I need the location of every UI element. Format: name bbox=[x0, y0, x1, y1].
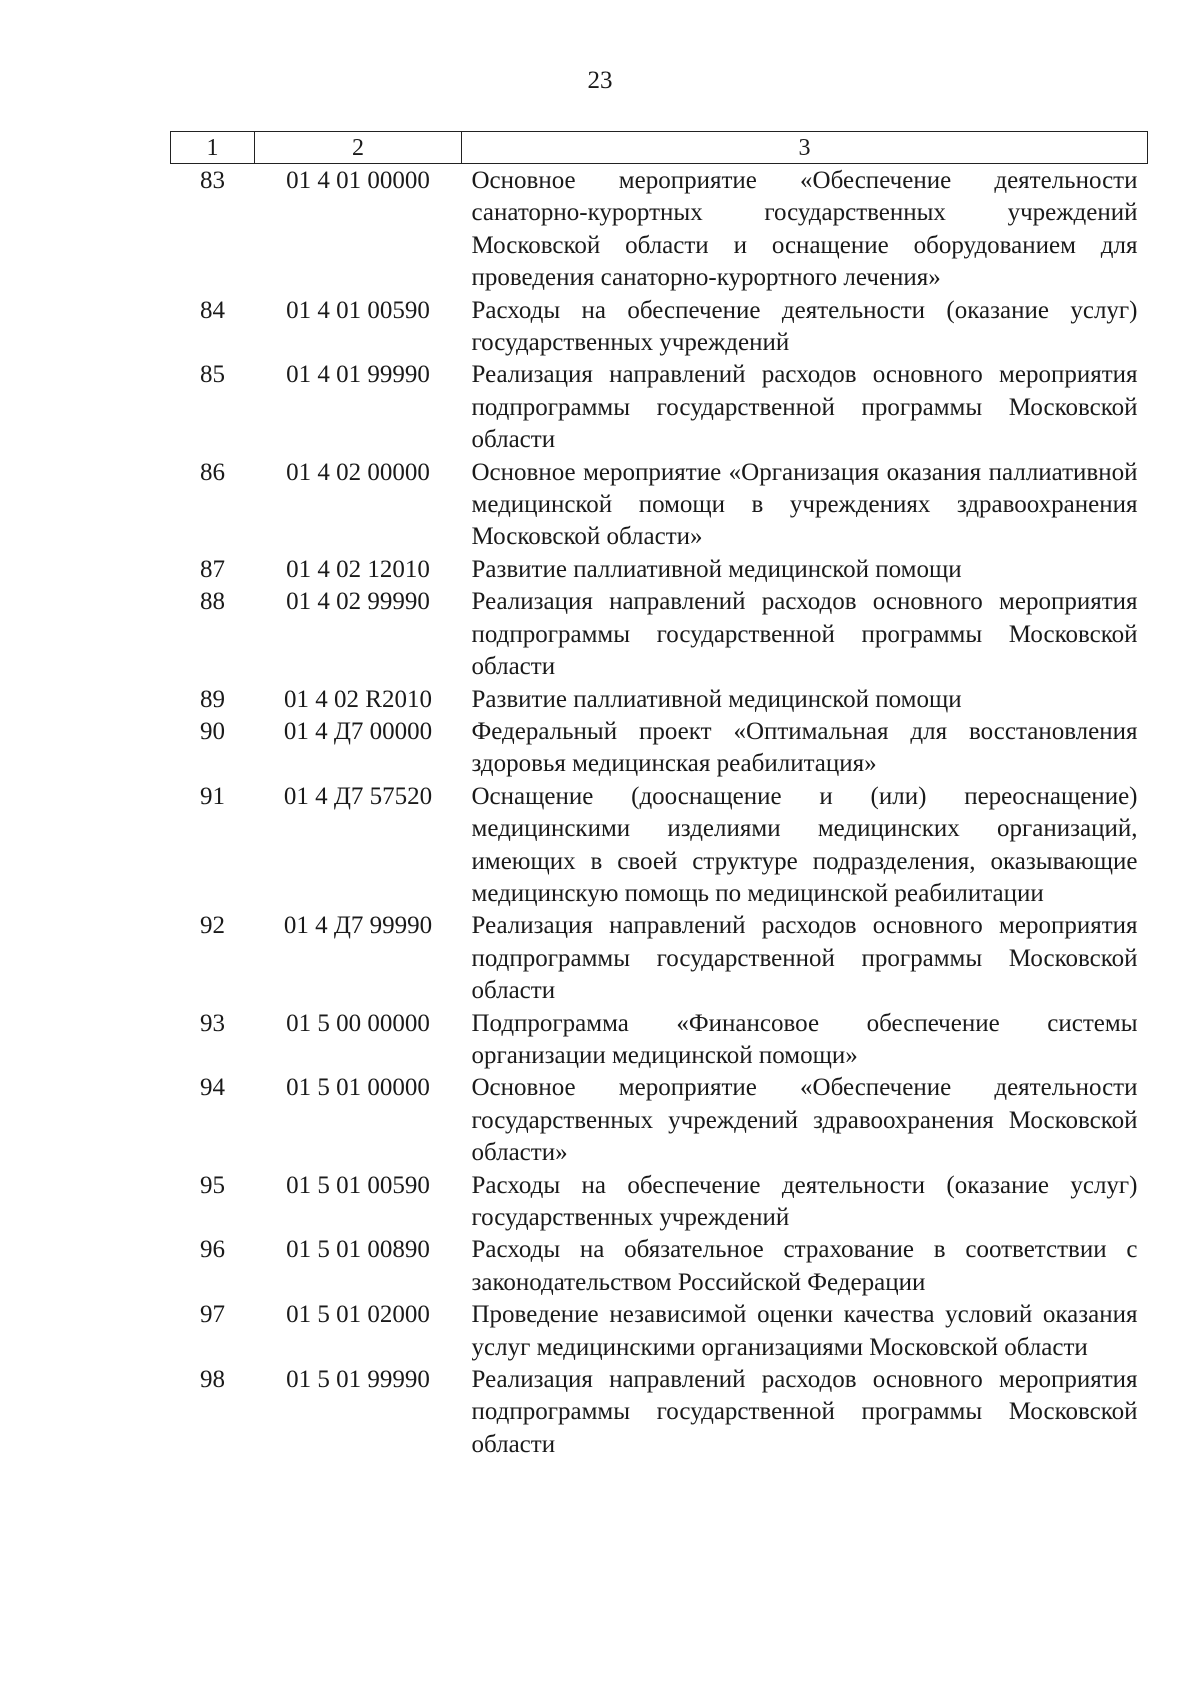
row-description: Основное мероприятие «Обеспечение деятельности государственных учреждений здравоохранения Московской области» bbox=[471, 1074, 1138, 1167]
row-description: Основное мероприятие «Организация оказания паллиативной медицинской помощи в учреждениях здравоохранения Московской области» bbox=[471, 458, 1138, 551]
row-number: 97 bbox=[200, 1301, 225, 1329]
table-row bbox=[171, 164, 1148, 295]
table-body bbox=[171, 164, 1148, 1462]
row-description: Расходы на обязательное страхование в соответствии с законодательством Российской Федерации bbox=[471, 1236, 1138, 1296]
row-number: 89 bbox=[200, 685, 225, 713]
row-number: 85 bbox=[200, 361, 225, 389]
table-row bbox=[171, 716, 1148, 781]
table-row bbox=[171, 684, 1148, 716]
row-code: 01 4 Д7 57520 bbox=[283, 782, 433, 810]
row-number: 92 bbox=[200, 912, 225, 940]
table-row bbox=[171, 457, 1148, 554]
row-description: Подпрограмма «Финансовое обеспечение системы организации медицинской помощи» bbox=[471, 1009, 1138, 1069]
table-row bbox=[171, 1072, 1148, 1169]
row-code: 01 4 Д7 00000 bbox=[283, 717, 433, 745]
row-number: 93 bbox=[200, 1009, 225, 1037]
row-code: 01 5 01 02000 bbox=[286, 1301, 430, 1329]
row-number: 88 bbox=[200, 588, 225, 616]
row-code: 01 4 02 00000 bbox=[286, 458, 430, 486]
row-number: 94 bbox=[200, 1074, 225, 1102]
row-number: 98 bbox=[200, 1366, 225, 1394]
row-code: 01 4 01 99990 bbox=[286, 361, 430, 389]
row-description: Реализация направлений расходов основного мероприятия подпрограммы государственной программы Московской области bbox=[471, 361, 1138, 454]
row-code: 01 5 01 99990 bbox=[286, 1366, 430, 1394]
row-number: 91 bbox=[200, 782, 225, 810]
header-col-1: 1 bbox=[171, 132, 255, 164]
row-code: 01 4 02 R2010 bbox=[284, 685, 432, 713]
row-number: 84 bbox=[200, 296, 225, 324]
row-description: Реализация направлений расходов основного мероприятия подпрограммы государственной программы Московской области bbox=[471, 912, 1138, 1005]
table-row bbox=[171, 1234, 1148, 1299]
table-row bbox=[171, 1299, 1148, 1364]
row-number: 83 bbox=[200, 167, 225, 194]
row-code: 01 5 01 00000 bbox=[286, 1074, 430, 1102]
row-description: Проведение независимой оценки качества условий оказания услуг медицинскими организациями Московской области bbox=[471, 1301, 1138, 1361]
table-row bbox=[171, 586, 1148, 683]
row-code: 01 5 00 00000 bbox=[286, 1009, 430, 1037]
row-code: 01 4 01 00000 bbox=[286, 167, 430, 194]
row-number: 90 bbox=[200, 717, 225, 745]
row-description: Оснащение (дооснащение и (или) переоснащение) медицинскими изделиями медицинских организаций, имеющих в своей структуре подразделения, оказывающие медицинскую помощь по медицинской реабилитации bbox=[471, 782, 1138, 907]
table-row bbox=[171, 1170, 1148, 1235]
table-row bbox=[171, 554, 1148, 586]
row-description: Реализация направлений расходов основного мероприятия подпрограммы государственной программы Московской области bbox=[471, 588, 1138, 681]
header-row bbox=[171, 132, 1148, 164]
row-code: 01 5 01 00890 bbox=[286, 1236, 430, 1264]
table-row bbox=[171, 1364, 1148, 1461]
row-code: 01 4 01 00590 bbox=[286, 296, 430, 324]
budget-classification-table bbox=[170, 131, 1148, 1461]
table-row bbox=[171, 295, 1148, 360]
row-code: 01 5 01 00590 bbox=[286, 1171, 430, 1199]
row-code: 01 4 02 12010 bbox=[286, 555, 430, 583]
row-number: 86 bbox=[200, 458, 225, 486]
row-description: Развитие паллиативной медицинской помощи bbox=[471, 555, 962, 583]
row-description: Федеральный проект «Оптимальная для восстановления здоровья медицинская реабилитация» bbox=[471, 717, 1138, 778]
table-row bbox=[171, 1008, 1148, 1073]
row-number: 95 bbox=[200, 1171, 225, 1199]
row-code: 01 4 02 99990 bbox=[286, 588, 430, 616]
header-col-2: 2 bbox=[255, 132, 462, 164]
row-description: Основное мероприятие «Обеспечение деятельности санаторно-курортных государственных учреждений Московской области и оснащение оборудованием для проведения санаторно-курортного лечения» bbox=[471, 167, 1138, 292]
page-number: 23 bbox=[587, 67, 613, 94]
table-row bbox=[171, 359, 1148, 456]
row-description: Расходы на обеспечение деятельности (оказание услуг) государственных учреждений bbox=[471, 296, 1138, 357]
row-number: 87 bbox=[200, 555, 225, 583]
table-row bbox=[171, 781, 1148, 911]
header-col-3: 3 bbox=[462, 132, 1148, 164]
row-description: Развитие паллиативной медицинской помощи bbox=[471, 685, 962, 713]
row-number: 96 bbox=[200, 1236, 225, 1264]
row-description: Расходы на обеспечение деятельности (оказание услуг) государственных учреждений bbox=[471, 1171, 1138, 1231]
row-description: Реализация направлений расходов основного мероприятия подпрограммы государственной программы Московской области bbox=[471, 1366, 1138, 1458]
table-row bbox=[171, 910, 1148, 1007]
row-code: 01 4 Д7 99990 bbox=[283, 912, 433, 940]
table-header bbox=[171, 132, 1148, 164]
